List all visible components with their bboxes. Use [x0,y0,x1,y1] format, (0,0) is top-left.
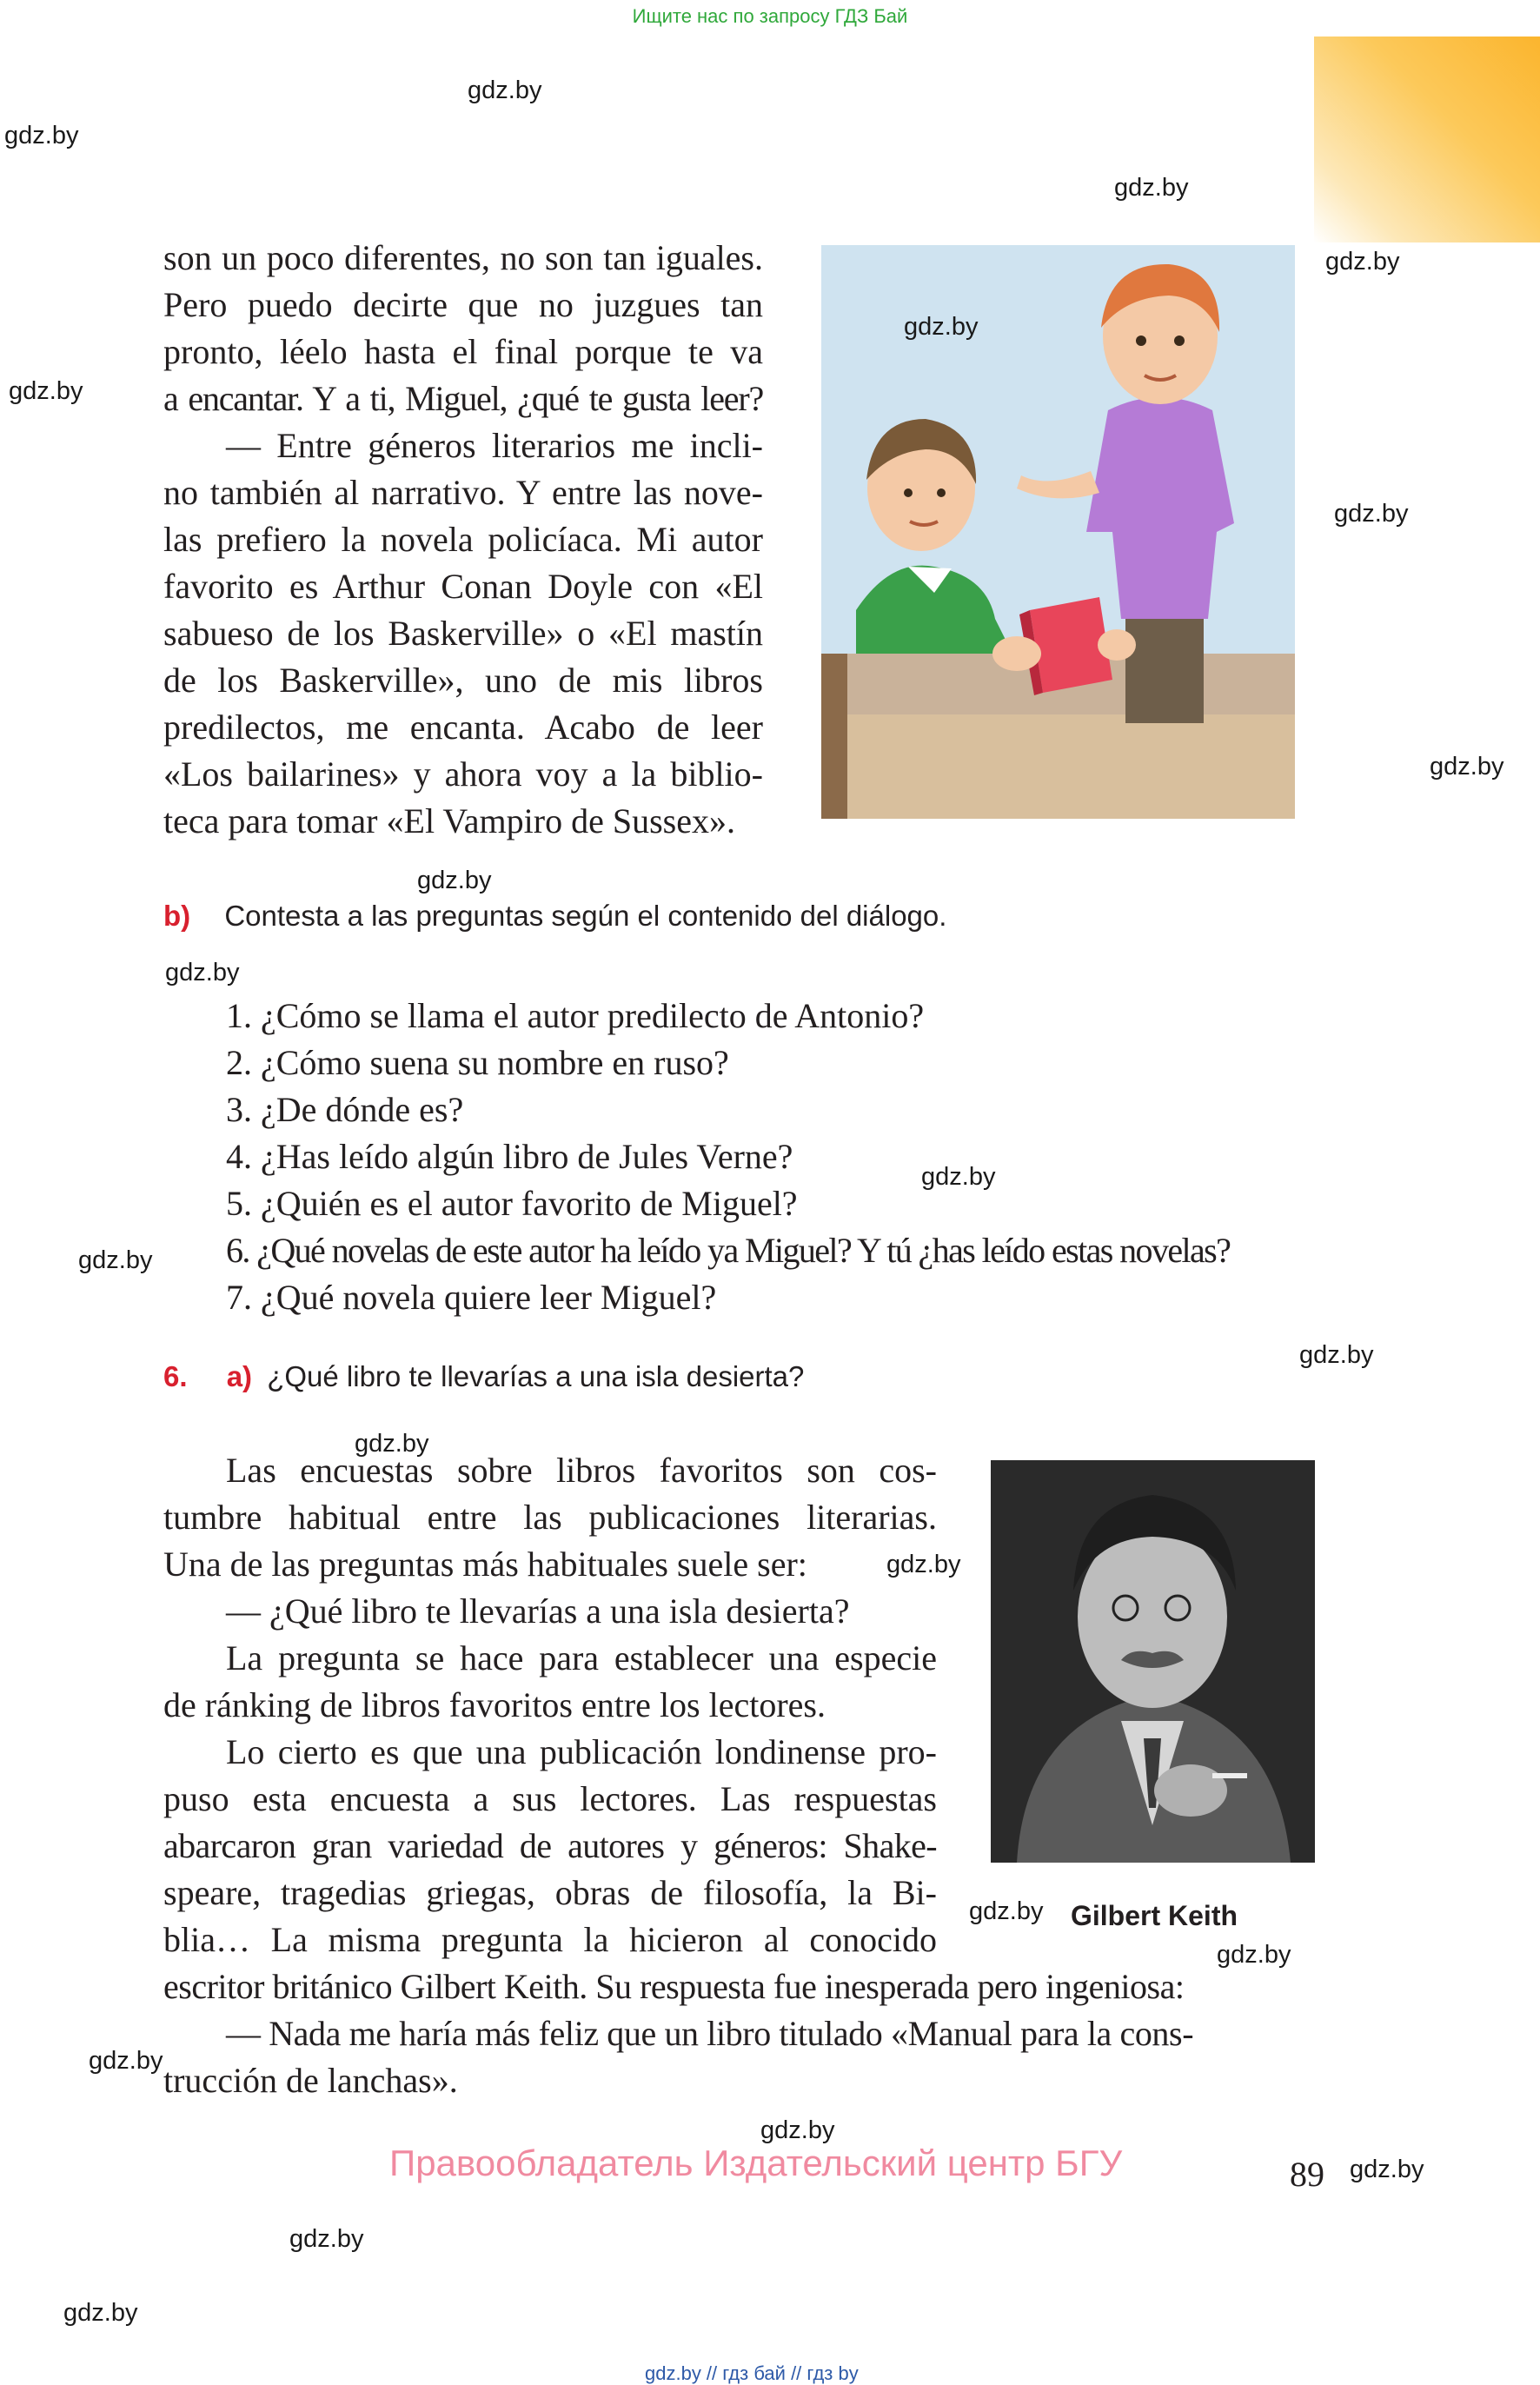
corner-decoration [1314,37,1540,242]
watermark: gdz.by [969,1897,1044,1925]
question-item: 2. ¿Cómo suena su nombre en ruso? [226,1043,729,1082]
text-line: — Nada me haría más feliz que un libro titulado «Manual para la cons- [226,2014,1194,2053]
watermark: gdz.by [886,1551,961,1578]
text-line: — Entre géneros literarios me incli- [226,426,763,465]
text-line: Lo cierto es que una publicación londinense pro- [226,1732,937,1771]
watermark: gdz.by [9,377,83,405]
watermark: gdz.by [89,2047,163,2075]
question-item: 7. ¿Qué novela quiere leer Miguel? [226,1278,717,1317]
text-line: sabueso de los Baskerville» o «El mastín [163,614,763,653]
boys-book-illustration [821,245,1295,819]
text-line: a encantar. Y a ti, Miguel, ¿qué te gusta leer? [163,379,763,418]
task-number: 6. [163,1360,188,1392]
watermark: gdz.by [4,122,79,149]
watermark: gdz.by [355,1430,429,1458]
watermark: gdz.by [1325,248,1400,276]
watermark: gdz.by [921,1163,996,1191]
task-instruction: Contesta a las preguntas según el contenido del diálogo. [224,900,947,932]
text-line: abarcaron gran variedad de autores y géneros: Shake- [163,1826,937,1865]
text-line: Pero puedo decirte que no juzgues tan [163,285,763,324]
dialogue-text [163,235,763,845]
text-line: son un poco diferentes, no son tan iguales. [163,238,763,277]
text-line: tumbre habitual entre las publicaciones literarias. [163,1498,937,1537]
watermark: gdz.by [1430,753,1504,781]
photo-caption: Gilbert Keith [1071,1900,1238,1931]
text-line: teca para tomar «El Vampiro de Sussex». [163,801,735,840]
question-item: 5. ¿Quién es el autor favorito de Miguel? [226,1184,798,1223]
watermark: gdz.by [1334,500,1409,528]
text-line: — ¿Qué libro te llevarías a una isla desierta? [226,1591,850,1631]
text-line: de ránking de libros favoritos entre los lectores. [163,1685,826,1724]
copyright-owner: Правообладатель Издательский центр БГУ [389,2143,1123,2183]
text-line: Una de las preguntas más habituales suele ser: [163,1545,807,1584]
text-line: predilectos, me encanta. Acabo de leer [163,708,763,747]
watermark: gdz.by [63,2299,138,2327]
task-marker: a) [226,1360,253,1392]
question-item: 3. ¿De dónde es? [226,1090,464,1129]
watermark: gdz.by [1217,1941,1291,1969]
bottom-links[interactable]: gdz.by // гдз бай // гдз by [645,2362,859,2384]
watermark: gdz.by [760,2116,835,2144]
watermark: gdz.by [165,959,240,987]
text-line: favorito es Arthur Conan Doyle con «El [163,567,763,606]
questions-list [226,993,1230,1321]
watermark: gdz.by [904,313,979,341]
watermark: gdz.by [468,76,542,104]
text-line: de los Baskerville», uno de mis libros [163,661,763,700]
text-line: las prefiero la novela policíaca. Mi autor [163,520,763,559]
watermark: gdz.by [78,1246,153,1274]
question-item: 6. ¿Qué novelas de este autor ha leído ya Miguel? Y tú ¿has leído estas novelas? [226,1231,1231,1270]
text-line: puso esta encuesta a sus lectores. Las respuestas [163,1779,937,1818]
task-marker: b) [163,900,191,932]
question-item: 1. ¿Cómo se llama el autor predilecto de Antonio? [226,996,925,1035]
text-line: trucción de lanchas». [163,2061,458,2100]
task-6a [163,1360,804,1393]
gilbert-keith-photo [991,1460,1315,1863]
watermark: gdz.by [1350,2156,1424,2183]
page-number: 89 [1290,2155,1324,2194]
watermark: gdz.by [1114,174,1189,202]
text-line: speare, tragedias griegas, obras de filosofía, la Bi- [163,1873,937,1912]
watermark: gdz.by [417,867,492,894]
task-instruction: ¿Qué libro te llevarías a una isla desierta? [267,1360,805,1392]
text-line: pronto, léelo hasta el final porque te va [163,332,763,371]
text-line: escritor británico Gilbert Keith. Su respuesta fue inesperada pero ingeniosa: [163,1967,1185,2006]
task-b [163,900,946,933]
text-line: Las encuestas sobre libros favoritos son cos- [226,1451,937,1490]
text-line: «Los bailarines» y ahora voy a la biblio- [163,754,763,794]
question-item: 4. ¿Has leído algún libro de Jules Verne? [226,1137,793,1176]
watermark: gdz.by [1299,1341,1374,1369]
text-line: La pregunta se hace para establecer una especie [226,1638,937,1677]
top-banner[interactable]: Ищите нас по запросу ГДЗ Бай [632,5,908,27]
watermark: gdz.by [289,2225,364,2253]
text-line: blia… La misma pregunta la hicieron al conocido [163,1920,937,1959]
text-line: no también al narrativo. Y entre las nove- [163,473,763,512]
